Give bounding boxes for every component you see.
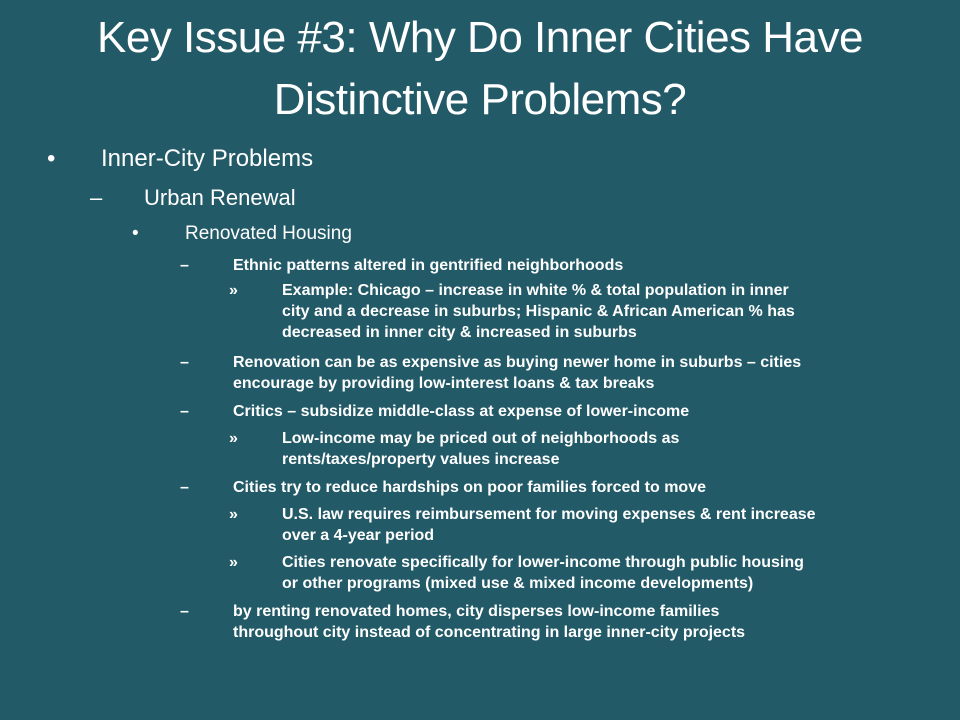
dash-marker: – [180,257,189,274]
bullet-text-line: U.S. law requires reimbursement for moving expenses & rent increase [282,506,816,523]
bullet-marker: • [47,145,56,172]
bullet-text-line: decreased in inner city & increased in suburbs [282,324,637,341]
bullet-text: Critics – subsidize middle-class at expense of lower-income [233,403,690,420]
dash-marker: – [90,185,103,210]
bullet-text-line: Cities renovate specifically for lower-income through public housing [282,554,804,571]
bullet-text-line: Renovation can be as expensive as buying newer home in suburbs – cities [233,354,802,371]
slide-title-line-1: Key Issue #3: Why Do Inner Cities Have [97,13,863,62]
bullet-text-line: by renting renovated homes, city disperses low-income families [233,603,720,620]
dash-marker: – [180,354,189,371]
bullet-text-line: throughout city instead of concentrating in large inner-city projects [233,624,746,641]
raquo-marker: » [229,430,238,447]
bullet-text: Ethnic patterns altered in gentrified neighborhoods [233,257,624,274]
bullet-text-line: city and a decrease in suburbs; Hispanic & African American % has [282,303,795,320]
dash-marker: – [180,603,189,620]
raquo-marker: » [229,506,238,523]
bullet-text: Inner-City Problems [101,145,314,172]
bullet-text-line: Low-income may be priced out of neighborhoods as [282,430,680,447]
bullet-text: Urban Renewal [144,185,296,210]
bullet-text-line: or other programs (mixed use & mixed income developments) [282,575,754,592]
bullet-text-line: encourage by providing low-interest loans & tax breaks [233,375,655,392]
bullet-text-line: rents/taxes/property values increase [282,451,560,468]
bullet-text: Cities try to reduce hardships on poor families forced to move [233,479,706,496]
dash-marker: – [180,479,189,496]
bullet-marker: • [132,223,139,244]
dash-marker: – [180,403,189,420]
bullet-text: Renovated Housing [185,223,352,244]
bullet-text-line: over a 4-year period [282,527,435,544]
bullet-text-line: Example: Chicago – increase in white % & total population in inner [282,282,789,299]
slide-title-line-2: Distinctive Problems? [273,75,687,124]
raquo-marker: » [229,282,238,299]
raquo-marker: » [229,554,238,571]
